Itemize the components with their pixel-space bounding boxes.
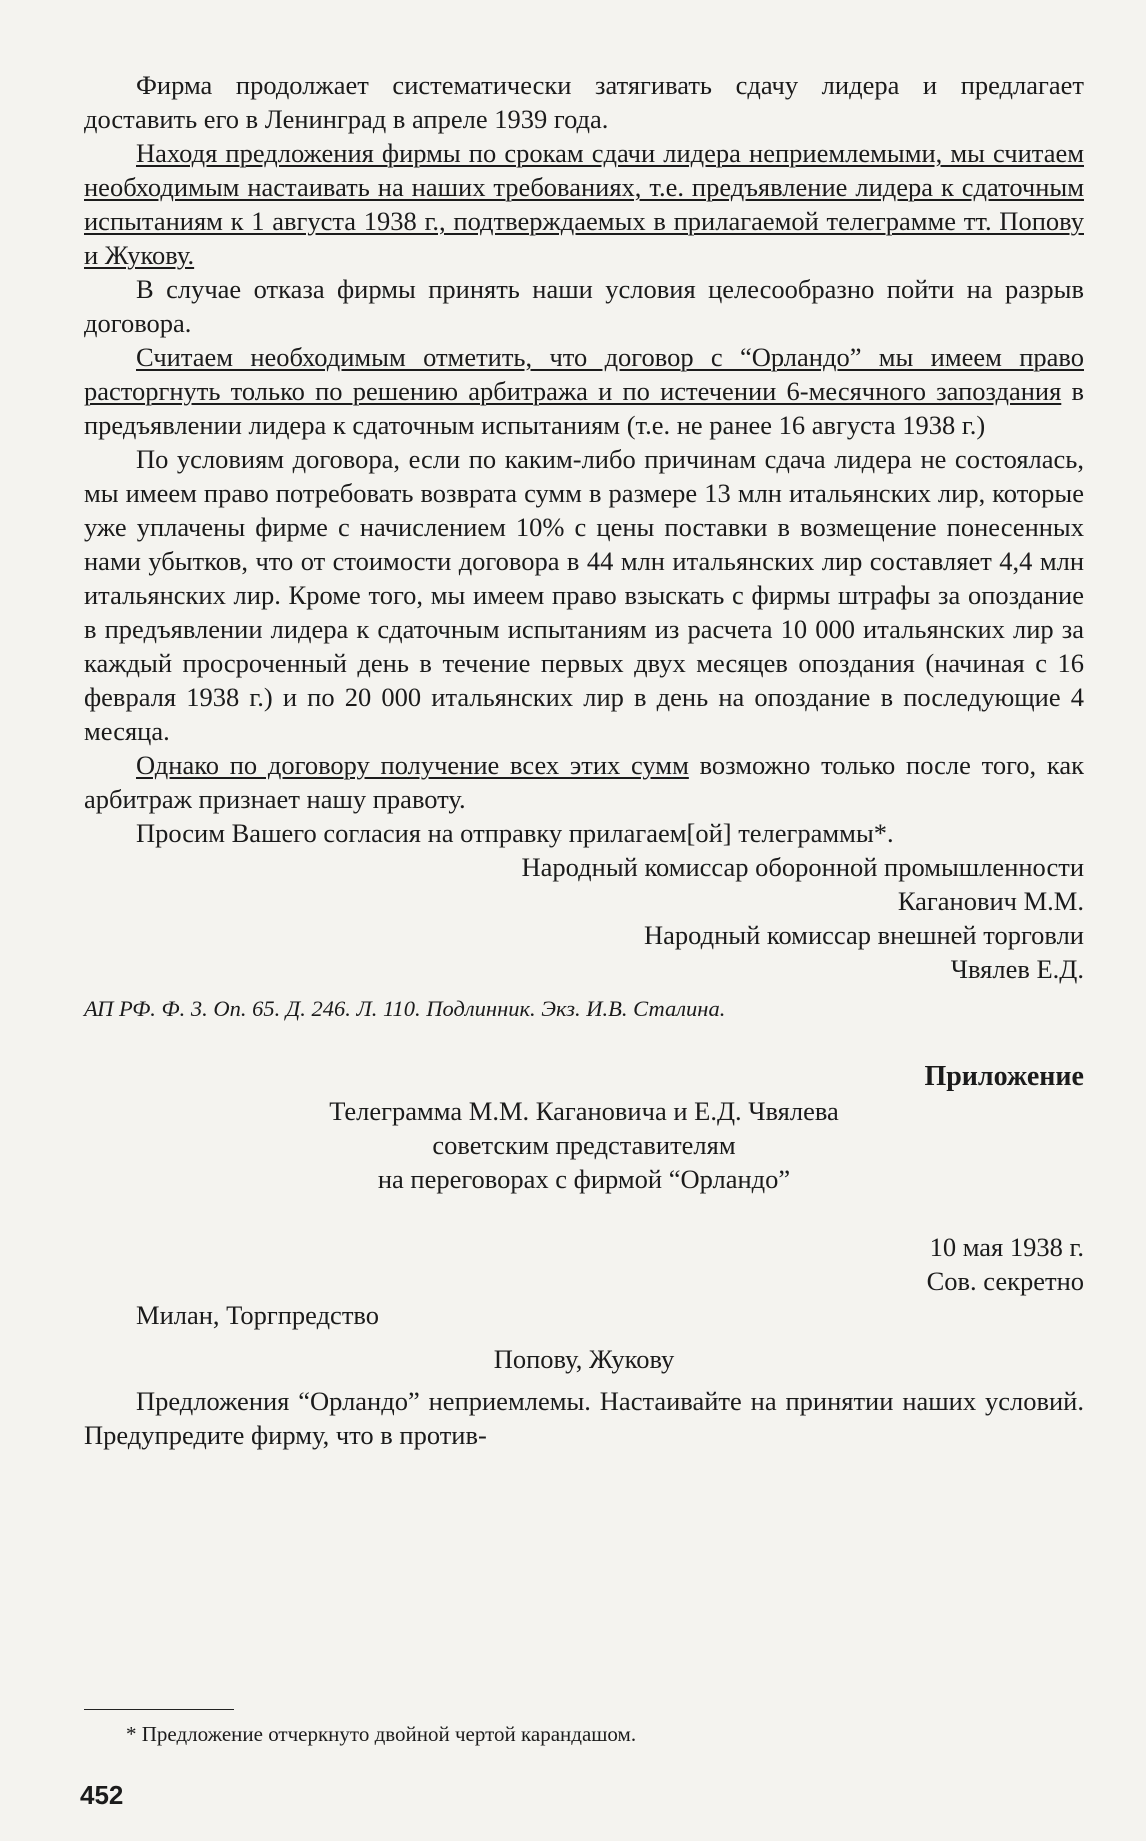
paragraph-6-underlined: Однако по договору получение всех этих сумм [136,750,689,780]
signature-1-name: Каганович М.М. [897,886,1084,916]
page-number: 452 [80,1780,124,1810]
signature-2-name: Чвялев Е.Д. [950,954,1084,984]
paragraph-1: Фирма продолжает систематически затягивать сдачу лидера и предлагает доставить его в Ленинград в апреле 1939 года. [84,70,1084,134]
archive-source: АП РФ. Ф. 3. Оп. 65. Д. 246. Л. 110. Подлинник. Экз. И.В. Сталина. [84,996,726,1021]
footnote-rule [84,1709,234,1710]
telegram-body: Предложения “Орландо” неприемлемы. Настаивайте на принятии наших условий. Предупредите фирму, что в против- [84,1386,1084,1450]
paragraph-6-rest: возможно только после того, как арбитраж признает нашу правоту. [84,750,1084,814]
footnote: * Предложение отчеркнуто двойной чертой карандашом. [126,1722,637,1746]
paragraph-4-rest: в предъявлении лидера к сдаточным испытаниям (т.е. не ранее 16 августа 1938 г.) [84,376,1084,440]
paragraph-2: Находя предложения фирмы по срокам сдачи лидера неприемлемыми, мы считаем необходимым настаивать на наших требованиях, т.е. предъявление лидера к сдаточным испытаниям к 1 августа 1938 г., подтверждаемых в прилагаемой телеграмме тт. Попову и Жукову. [84,138,1084,270]
paragraph-3: В случае отказа фирмы принять наши условия целесообразно пойти на разрыв договора. [84,274,1084,338]
signature-1-title: Народный комиссар оборонной промышленности [521,852,1084,882]
paragraph-4-underlined: Считаем необходимым отметить, что договор с “Орландо” мы имеем право расторгнуть только по решению арбитража и по истечении 6-месячного запоздания [84,342,1084,406]
paragraph-4 [84,340,1084,442]
signature-2-title: Народный комиссар внешней торговли [644,920,1084,950]
paragraph-6 [84,748,1084,816]
telegram-date: 10 мая 1938 г. [929,1232,1084,1262]
paragraph-5: По условиям договора, если по каким-либо причинам сдача лидера не состоялась, мы имеем право потребовать возврата сумм в размере 13 млн итальянских лир, которые уже уплачены фирме с начислением 10% с цены поставки в возмещение понесенных нами убытков, что от стоимости договора в 44 млн итальянских лир составляет 4,4 млн итальянских лир. Кроме того, мы имеем право взыскать с фирмы штрафы за опоздание в предъявлении лидера к сдаточным испытаниям из расчета 10 000 итальянских лир за каждый просроченный день в течение первых двух месяцев опоздания (начиная с 16 февраля 1938 г.) и по 20 000 итальянских лир в день на опоздание в последующие 4 месяца. [84,444,1084,746]
telegram-address: Милан, Торгпредство [136,1300,379,1330]
classification-stamp: Сов. секретно [926,1266,1084,1296]
telegram-recipients: Попову, Жукову [493,1344,675,1374]
appendix-title-line-2: советским представителям [432,1130,736,1160]
appendix-heading: Приложение [924,1061,1084,1092]
paragraph-7: Просим Вашего согласия на отправку прилагаем[ой] телеграммы*. [136,818,894,848]
appendix-title-line-1: Телеграмма М.М. Кагановича и Е.Д. Чвялева [329,1096,839,1126]
text-body [84,68,1084,1452]
appendix-title-line-3: на переговорах с фирмой “Орландо” [377,1164,791,1194]
